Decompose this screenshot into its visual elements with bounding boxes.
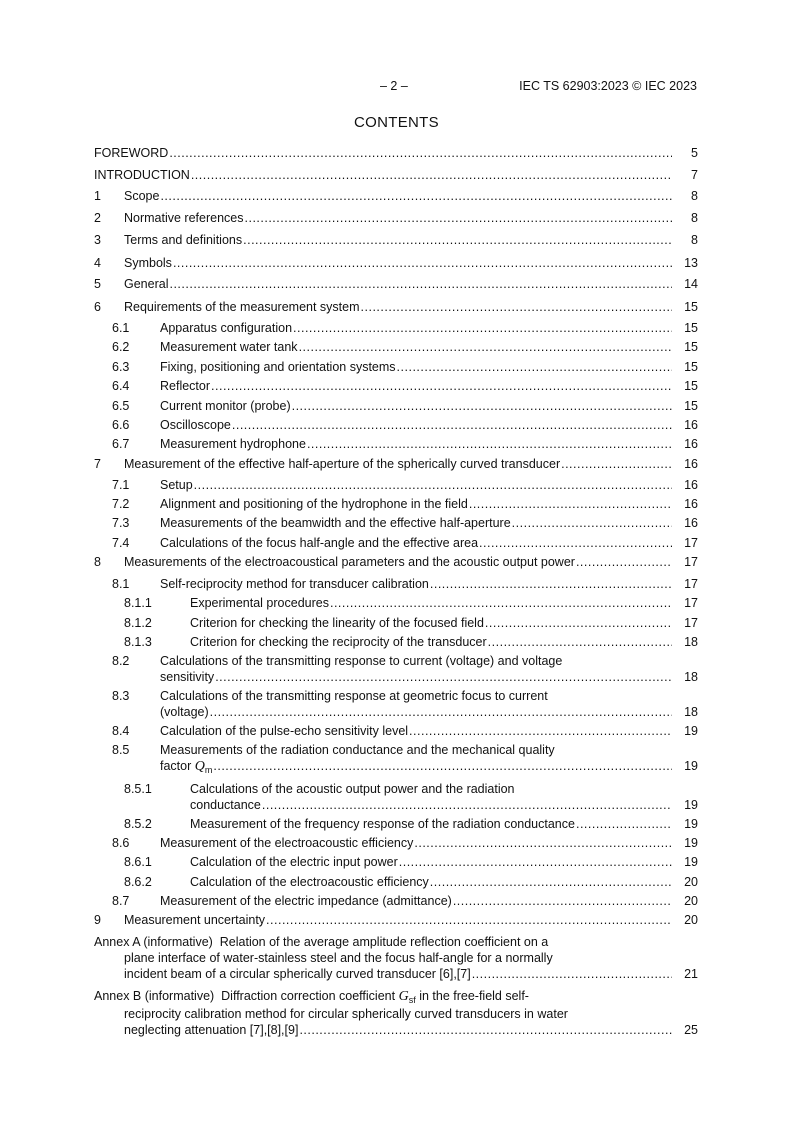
toc-entry-foreword[interactable]: FOREWORD ..... 5 (94, 146, 698, 163)
toc-entry-6-7[interactable]: 6.7 Measurement hydrophone ..... 16 (94, 437, 698, 454)
page-title: CONTENTS (354, 114, 439, 131)
toc-entry-7-2[interactable]: 7.2 Alignment and positioning of the hydrophone in the field ..... 16 (94, 497, 698, 514)
toc-entry-8-1-3[interactable]: 8.1.3 Criterion for checking the reciprocity of the transducer ..... 18 (94, 635, 698, 652)
toc-entry-annex-b[interactable]: Annex B (informative) Diffraction correction coefficient $G_{sf}$ in the free-field self- reciprocity calibration method for circular spherically curved transducers in water neglecting attenuation [7],[8],[9] ..... 25 (94, 989, 698, 1041)
toc-entry-7-1[interactable]: 7.1 Setup ..... 16 (94, 478, 698, 495)
toc-entry-8-5[interactable]: 8.5 Measurements of the radiation conductance and the mechanical quality factor $Q_m$ ..... 19 (94, 743, 698, 777)
toc-entry-2[interactable]: 2 Normative references ..... 8 (94, 211, 698, 228)
toc-entry-8-6-1[interactable]: 8.6.1 Calculation of the electric input power ..... 19 (94, 855, 698, 872)
page-number: – 2 – (380, 79, 408, 93)
toc-entry-8-1-1[interactable]: 8.1.1 Experimental procedures ..... 17 (94, 596, 698, 613)
toc-entry-3[interactable]: 3 Terms and definitions ..... 8 (94, 233, 698, 250)
toc-entry-8-3[interactable]: 8.3 Calculations of the transmitting response at geometric focus to current (voltage) ..... 18 (94, 689, 698, 723)
toc-entry-8-6-2[interactable]: 8.6.2 Calculation of the electroacoustic efficiency ..... 20 (94, 875, 698, 892)
toc-entry-7-4[interactable]: 7.4 Calculations of the focus half-angle and the effective area ..... 17 (94, 536, 698, 553)
toc-entry-8-6[interactable]: 8.6 Measurement of the electroacoustic efficiency ..... 19 (94, 836, 698, 853)
toc-entry-8-5-1[interactable]: 8.5.1 Calculations of the acoustic output power and the radiation conductance ..... 19 (94, 782, 698, 816)
page-header (0, 79, 793, 95)
toc-entry-9[interactable]: 9 Measurement uncertainty ..... 20 (94, 913, 698, 930)
toc-entry-6-4[interactable]: 6.4 Reflector ..... 15 (94, 379, 698, 396)
toc-entry-8-5-2[interactable]: 8.5.2 Measurement of the frequency response of the radiation conductance ..... 19 (94, 817, 698, 834)
toc-entry-introduction[interactable]: INTRODUCTION ..... 7 (94, 168, 698, 185)
toc-entry-7-3[interactable]: 7.3 Measurements of the beamwidth and the effective half-aperture ..... 16 (94, 516, 698, 533)
toc-entry-6[interactable]: 6 Requirements of the measurement system ..... 15 (94, 300, 698, 317)
toc-entry-8-2[interactable]: 8.2 Calculations of the transmitting response to current (voltage) and voltage sensitivity ..... 18 (94, 654, 698, 688)
toc-entry-6-1[interactable]: 6.1 Apparatus configuration ..... 15 (94, 321, 698, 338)
toc-entry-6-5[interactable]: 6.5 Current monitor (probe) ..... 15 (94, 399, 698, 416)
toc-entry-6-2[interactable]: 6.2 Measurement water tank ..... 15 (94, 340, 698, 357)
toc-entry-6-6[interactable]: 6.6 Oscilloscope ..... 16 (94, 418, 698, 435)
toc-entry-8-1[interactable]: 8.1 Self-reciprocity method for transducer calibration ..... 17 (94, 577, 698, 594)
toc-entry-8-1-2[interactable]: 8.1.2 Criterion for checking the linearity of the focused field ..... 17 (94, 616, 698, 633)
toc-entry-8-4[interactable]: 8.4 Calculation of the pulse-echo sensitivity level ..... 19 (94, 724, 698, 741)
toc-entry-8[interactable]: 8 Measurements of the electroacoustical parameters and the acoustic output power ..... 17 (94, 555, 698, 572)
toc-entry-8-7[interactable]: 8.7 Measurement of the electric impedance (admittance) ..... 20 (94, 894, 698, 911)
toc-entry-5[interactable]: 5 General ..... 14 (94, 277, 698, 294)
document-code: IEC TS 62903:2023 © IEC 2023 (519, 79, 697, 93)
toc-entry-1[interactable]: 1 Scope ..... 8 (94, 189, 698, 206)
quality-factor-symbol: $Q_m$ (194, 759, 213, 775)
toc-entry-7[interactable]: 7 Measurement of the effective half-aperture of the spherically curved transducer ..... 16 (94, 457, 698, 474)
toc-entry-annex-a[interactable]: Annex A (informative) Relation of the average amplitude reflection coefficient on a plane interface of water-stainless steel and the focus half-angle for a normally incident beam of a circular spherically curved transducer [6],[7] ..... 21 (94, 935, 698, 987)
toc-entry-6-3[interactable]: 6.3 Fixing, positioning and orientation systems ..... 15 (94, 360, 698, 377)
toc-entry-4[interactable]: 4 Symbols ..... 13 (94, 256, 698, 273)
diffraction-coefficient-symbol: $G_{sf}$ (398, 989, 416, 1005)
